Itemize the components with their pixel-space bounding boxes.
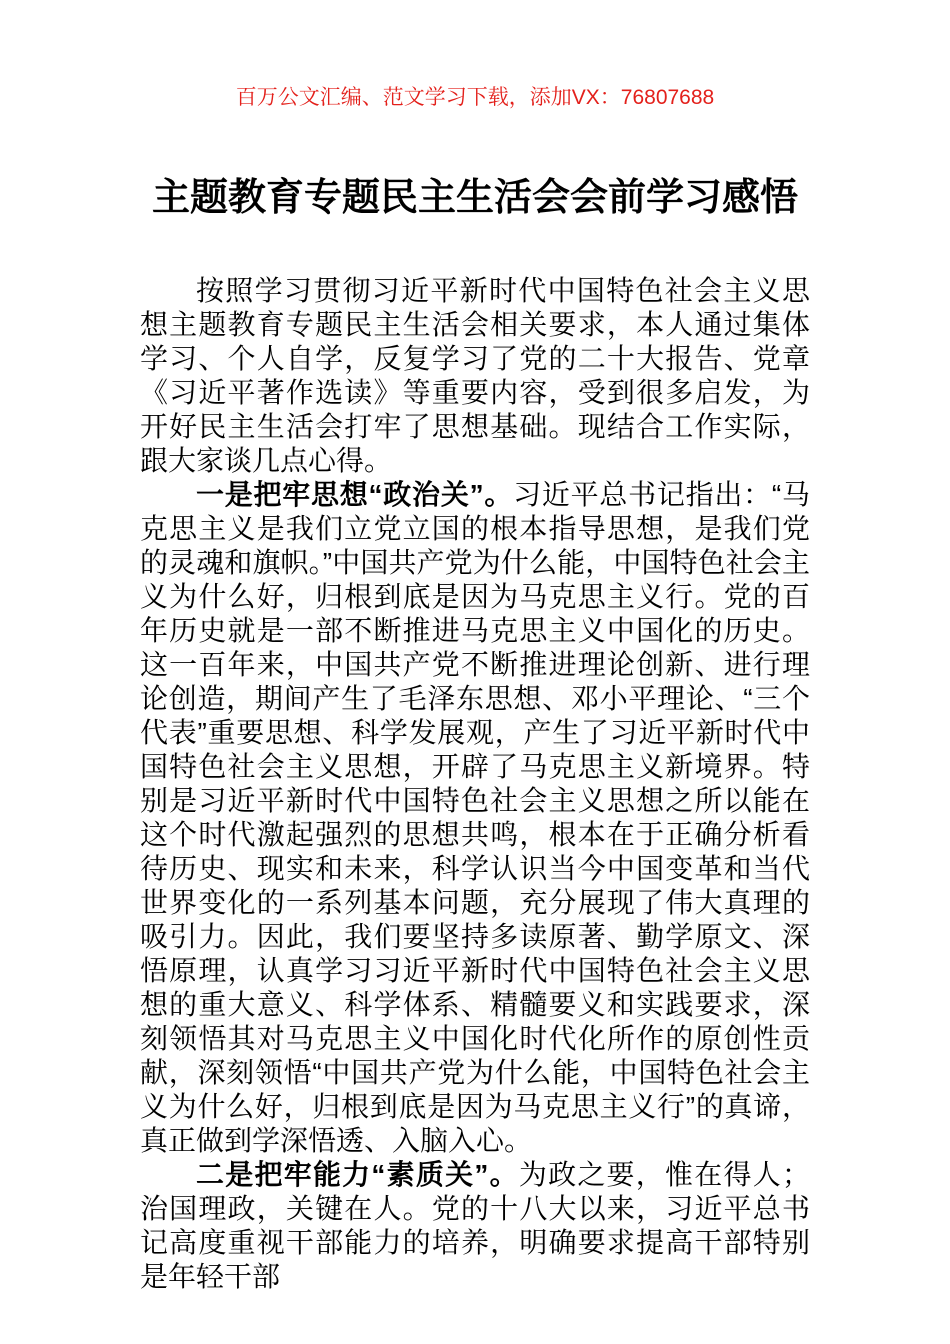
paragraph-point-two-lead: 二是把牢能力“素质关”。 (196, 1159, 519, 1190)
paragraph-point-two (140, 1158, 810, 1294)
paragraph-point-one-lead: 一是把牢思想“政治关”。 (196, 479, 514, 510)
paragraph-point-one-text: 习近平总书记指出：“马克思主义是我们立党立国的根本指导思想，是我们党的灵魂和旗帜。”中国共产党为什么能，中国特色社会主义为什么好，归根到底是因为马克思主义行。党的百年历史就是一部不断推进马克思主义中国化的历史。这一百年来，中国共产党不断推进理论创新、进行理论创造，期间产生了毛泽东思想、邓小平理论、“三个代表”重要思想、科学发展观，产生了习近平新时代中国特色社会主义思想，开辟了马克思主义新境界。特别是习近平新时代中国特色社会主义思想之所以能在这个时代激起强烈的思想共鸣，根本在于正确分析看待历史、现实和未来，科学认识当今中国变革和当代世界变化的一系列基本问题，充分展现了伟大真理的吸引力。因此，我们要坚持多读原著、勤学原文、深悟原理，认真学习习近平新时代中国特色社会主义思想的重大意义、科学体系、精髓要义和实践要求，深刻领悟其对马克思主义中国化时代化所作的原创性贡献，深刻领悟“中国共产党为什么能，中国特色社会主义为什么好，归根到底是因为马克思主义行”的真谛，真正做到学深悟透、入脑入心。 (140, 479, 810, 1156)
paragraph-intro-text: 按照学习贯彻习近平新时代中国特色社会主义思想主题教育专题民主生活会相关要求，本人通过集体学习、个人自学，反复学习了党的二十大报告、党章《习近平著作选读》等重要内容，受到很多启发，为开好民主生活会打牢了思想基础。现结合工作实际，跟大家谈几点心得。 (140, 275, 810, 476)
promo-notice: 百万公文汇编、范文学习下载，添加VX：76807688 (235, 86, 715, 109)
paragraph-point-two-text: 为政之要，惟在得人；治国理政，关键在人。党的十八大以来，习近平总书记高度重视干部能力的培养，明确要求提高干部特别是年轻干部 (140, 1159, 810, 1292)
document-body (140, 274, 810, 1294)
document-title: 主题教育专题民主生活会会前学习感悟 (151, 177, 798, 219)
paragraph-intro (140, 274, 810, 478)
paragraph-point-one (140, 478, 810, 1158)
